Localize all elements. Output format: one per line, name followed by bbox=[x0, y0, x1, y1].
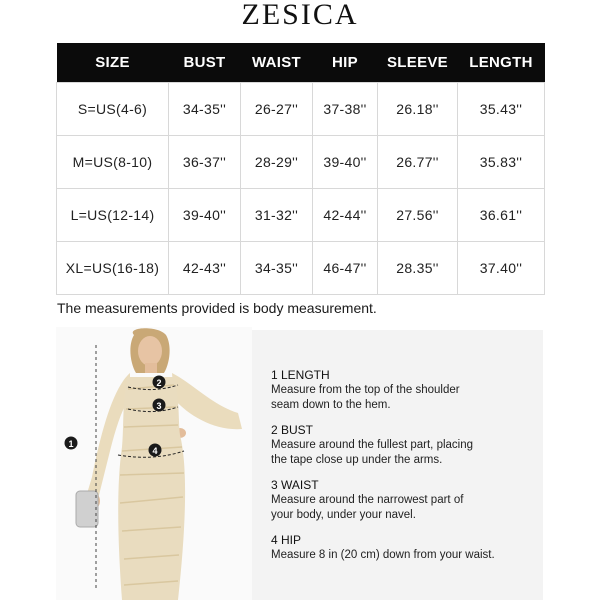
header-bust: BUST bbox=[169, 43, 241, 83]
cell-length: 36.61'' bbox=[458, 189, 545, 242]
marker-4-icon bbox=[149, 444, 162, 457]
instruction-text: Measure 8 in (20 cm) down from your waist. bbox=[271, 549, 495, 561]
instruction-waist bbox=[271, 478, 531, 523]
table-row bbox=[57, 83, 545, 136]
size-chart-table bbox=[56, 43, 545, 295]
header-length: LENGTH bbox=[458, 43, 545, 83]
model-photo bbox=[56, 327, 252, 600]
table-row bbox=[57, 242, 545, 295]
cell-size: XL=US(16-18) bbox=[57, 242, 169, 295]
header-waist: WAIST bbox=[241, 43, 313, 83]
header-size: SIZE bbox=[57, 43, 169, 83]
cell-hip: 46-47'' bbox=[313, 242, 378, 295]
cell-hip: 37-38'' bbox=[313, 83, 378, 136]
cell-sleeve: 26.77'' bbox=[378, 136, 458, 189]
marker-1-label: 1 bbox=[68, 439, 74, 449]
marker-2-label: 2 bbox=[156, 378, 162, 388]
table-row bbox=[57, 189, 545, 242]
cell-sleeve: 26.18'' bbox=[378, 83, 458, 136]
cell-waist: 28-29'' bbox=[241, 136, 313, 189]
cell-size: L=US(12-14) bbox=[57, 189, 169, 242]
instruction-text: seam down to the hem. bbox=[271, 399, 391, 411]
cell-waist: 31-32'' bbox=[241, 189, 313, 242]
cell-hip: 42-44'' bbox=[313, 189, 378, 242]
marker-1-icon bbox=[65, 437, 78, 450]
cell-sleeve: 28.35'' bbox=[378, 242, 458, 295]
cell-bust: 36-37'' bbox=[169, 136, 241, 189]
cell-length: 35.83'' bbox=[458, 136, 545, 189]
table-header-row bbox=[57, 43, 545, 83]
cell-length: 37.40'' bbox=[458, 242, 545, 295]
instruction-title: 1 LENGTH bbox=[271, 368, 330, 382]
cell-waist: 26-27'' bbox=[241, 83, 313, 136]
cell-waist: 34-35'' bbox=[241, 242, 313, 295]
cell-bust: 42-43'' bbox=[169, 242, 241, 295]
instruction-length bbox=[271, 368, 531, 413]
table-row bbox=[57, 136, 545, 189]
instruction-text: your body, under your navel. bbox=[271, 509, 416, 521]
instruction-text: Measure from the top of the shoulder bbox=[271, 384, 460, 396]
cell-hip: 39-40'' bbox=[313, 136, 378, 189]
cell-bust: 34-35'' bbox=[169, 83, 241, 136]
cell-bust: 39-40'' bbox=[169, 189, 241, 242]
header-sleeve: SLEEVE bbox=[378, 43, 458, 83]
instruction-hip bbox=[271, 533, 531, 563]
cell-size: S=US(4-6) bbox=[57, 83, 169, 136]
instruction-text: the tape close up under the arms. bbox=[271, 454, 443, 466]
model-illustration bbox=[56, 327, 252, 600]
header-hip: HIP bbox=[313, 43, 378, 83]
instruction-title: 4 HIP bbox=[271, 533, 302, 547]
brand-logo: ZESICA bbox=[241, 0, 359, 31]
instruction-text: Measure around the narrowest part of bbox=[271, 494, 464, 506]
cell-size: M=US(8-10) bbox=[57, 136, 169, 189]
instruction-title: 3 WAIST bbox=[271, 478, 319, 492]
marker-3-icon bbox=[153, 399, 166, 412]
instruction-text: Measure around the fullest part, placing bbox=[271, 439, 474, 451]
cell-length: 35.43'' bbox=[458, 83, 545, 136]
marker-2-icon bbox=[153, 376, 166, 389]
instruction-title: 2 BUST bbox=[271, 423, 314, 437]
cell-sleeve: 27.56'' bbox=[378, 189, 458, 242]
marker-3-label: 3 bbox=[156, 401, 162, 411]
instruction-bust bbox=[271, 423, 531, 468]
measurement-note: The measurements provided is body measurement. bbox=[57, 300, 377, 316]
marker-4-label: 4 bbox=[152, 446, 158, 456]
